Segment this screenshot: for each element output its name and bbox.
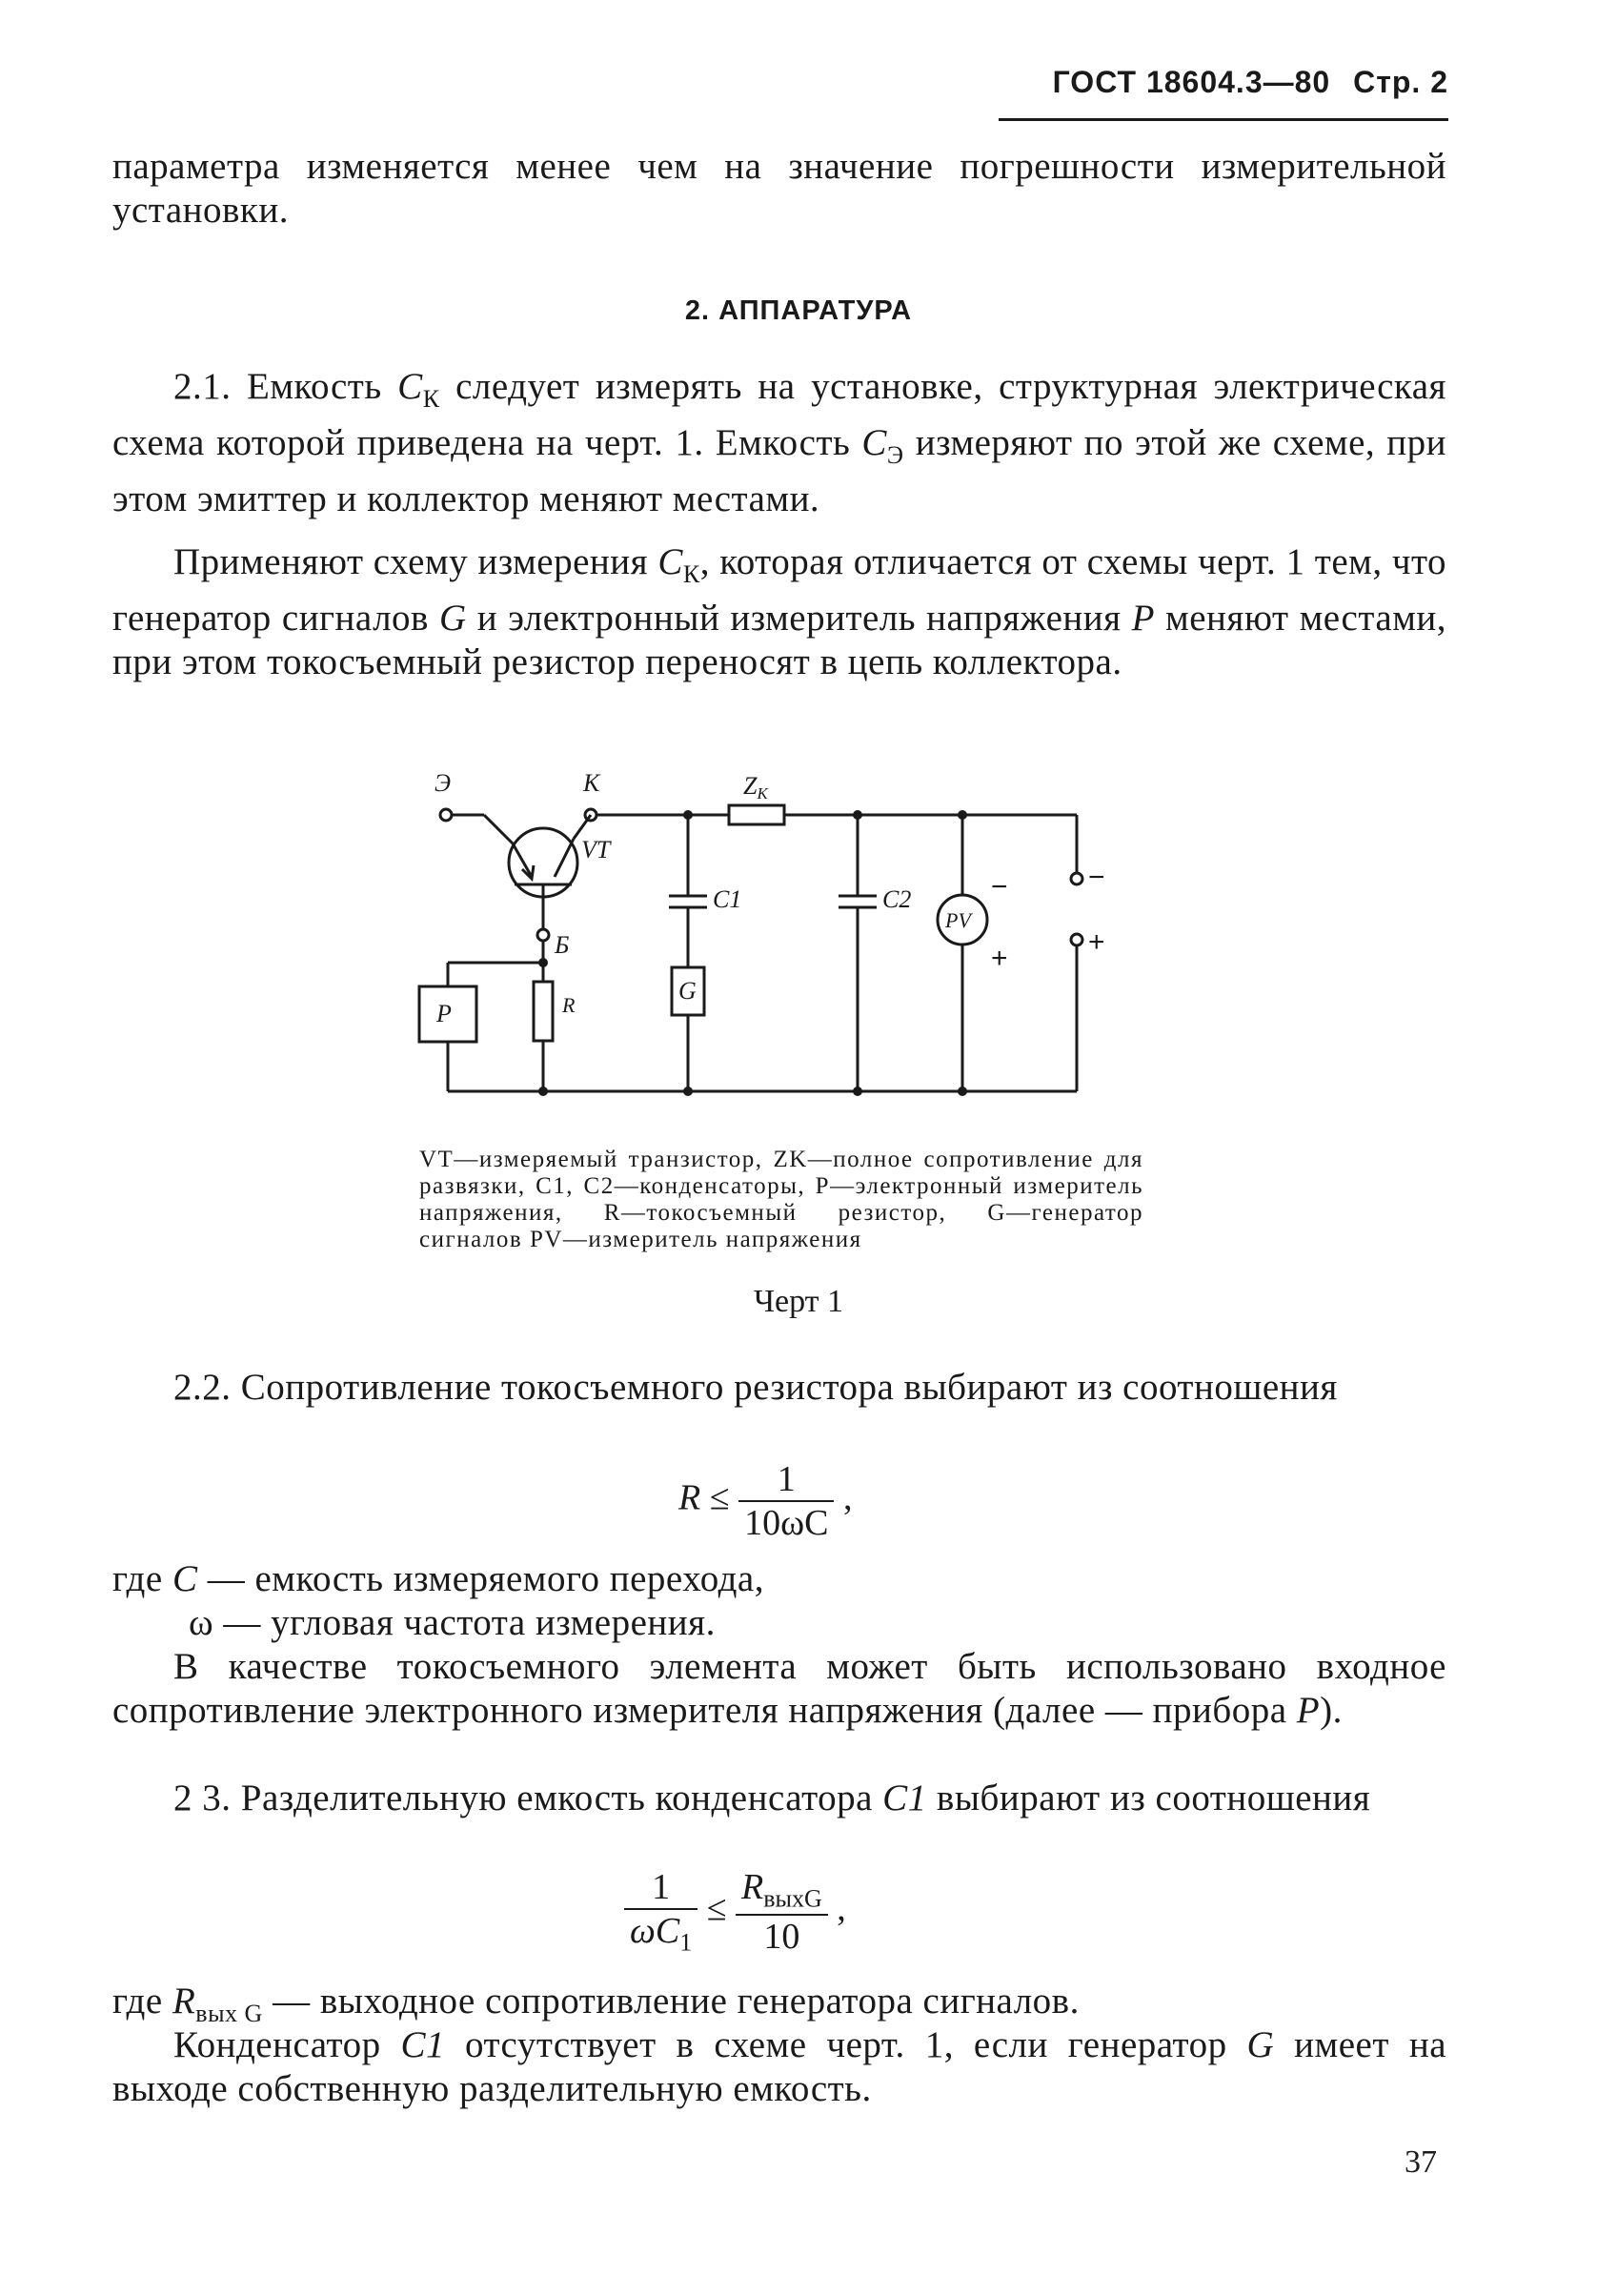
paragraph-2-1 (112, 365, 1446, 521)
label-terminal-minus: − (1088, 862, 1105, 893)
paragraph-where-omega: ω — угловая частота измерения. (189, 1602, 716, 1643)
label-meter-plus: + (991, 943, 1008, 974)
paragraph-where-c (112, 1557, 1446, 1601)
emitter-terminal (440, 809, 452, 821)
r-resistor (534, 982, 553, 1041)
label-zk: ZК (743, 772, 768, 803)
text-run: и электронный измеритель напряжения (476, 597, 1122, 639)
text-run: меняют местами, при этом токосъемный резистор переносят в цепь коллектора. (112, 597, 1446, 682)
text-run: где (112, 1558, 163, 1599)
symbol-sub: вых G (195, 1999, 263, 2027)
label-terminal-plus: + (1088, 926, 1105, 958)
label-g: G (678, 977, 697, 1005)
symbol-g: G (1246, 2024, 1275, 2065)
standard-code: ГОСТ 18604.3—80 (1052, 65, 1331, 99)
text-run: выбирают из соотношения (936, 1778, 1371, 1819)
figure-title: Черт 1 (753, 1284, 844, 1319)
label-emitter: Э (435, 769, 452, 797)
text-run: , которая отличается от схемы черт. 1 тем, что генератор сигналов (112, 541, 1446, 639)
label-vt: VT (581, 836, 611, 864)
page-header (999, 65, 1448, 121)
section-heading: 2. АППАРАТУРА (684, 295, 913, 326)
paragraph-2-3 (112, 1777, 1446, 1820)
plus-terminal (1071, 934, 1082, 945)
formula-fraction (738, 1458, 834, 1544)
formula-r-limit (678, 1458, 852, 1544)
text-run: Применяют схему измерения (173, 541, 649, 582)
symbol-sub: К (682, 559, 700, 588)
formula-c1-limit (624, 1866, 846, 1958)
symbol-p: P (1296, 1690, 1321, 1731)
text-run: имеет на выходе собственную разделительную емкость. (112, 2024, 1447, 2109)
symbol-r: R (172, 1981, 196, 2022)
label-r: R (562, 993, 576, 1017)
formula-left-fraction (624, 1866, 697, 1958)
formula-numerator: $R_{выхG}$ (736, 1866, 828, 1916)
minus-terminal (1071, 873, 1082, 884)
label-collector: К (583, 769, 600, 797)
symbol-c: C (172, 1558, 198, 1599)
text-run: В качестве токосъемного элемента может быть использовано входное сопротивление электронного измерителя напряжения (далее — прибора (112, 1646, 1446, 1731)
label-base: Б (555, 931, 570, 959)
paragraph-intro: параметра изменяется менее чем на значение погрешности измерительной установки. (112, 146, 1446, 231)
text-run: 2.1. Емкость (173, 366, 382, 407)
label-meter-minus: − (991, 871, 1008, 903)
symbol-c1: C1 (400, 2024, 446, 2065)
label-c2: C2 (882, 885, 912, 913)
formula-lhs: R (678, 1477, 701, 1518)
formula-punct: , (837, 1888, 846, 1929)
circuit-diagram (410, 762, 1134, 1125)
formula-punct: , (842, 1477, 853, 1518)
label-p: P (436, 1000, 452, 1027)
page-number: 37 (1405, 2144, 1437, 2180)
formula-right-fraction (736, 1866, 828, 1958)
paragraph-condenser (112, 2023, 1446, 2111)
text-run: ). (1320, 1690, 1343, 1731)
symbol-c1: C1 (882, 1778, 927, 1819)
formula-denominator: $\omega C_1$ (630, 1911, 693, 1957)
text-run: следует измерять на установке, структурная электрическая схема которой приведена на черт. 1. Емкость (112, 366, 1446, 463)
symbol-c: C (861, 421, 887, 463)
formula-relation: ≤ (709, 1477, 730, 1518)
formula-denominator: 10 (763, 1916, 800, 1957)
paragraph-element (112, 1645, 1446, 1733)
page-label: Стр. 2 (1353, 65, 1448, 99)
formula-numerator: 1 (738, 1458, 834, 1502)
symbol-g: G (439, 597, 467, 639)
symbol-c: C (397, 366, 423, 407)
formula-denominator: 10ωC (744, 1503, 829, 1543)
text-run: где (112, 1981, 163, 2022)
figure-caption: VT—измеряемый транзистор, ZK—полное сопротивление для развязки, C1, C2—конденсаторы, P—электронный измеритель напряжения, R—токосъемный резистор, G—генератор сигналов PV—измеритель напряжения (419, 1147, 1143, 1252)
base-terminal (537, 929, 549, 941)
text-run: 2 3. Разделительную емкость конденсатора (173, 1778, 873, 1819)
symbol-c: C (657, 541, 683, 582)
label-c1: C1 (713, 885, 742, 913)
zk-resistor (729, 805, 784, 824)
symbol-sub: Э (886, 440, 904, 469)
text-run: — выходное сопротивление генератора сигналов. (273, 1981, 1080, 2022)
text-run: отсутствует в схеме черт. 1, если генератор (465, 2024, 1227, 2065)
formula-numerator: 1 (624, 1866, 697, 1910)
paragraph-2-1-b (112, 540, 1446, 684)
symbol-p: P (1131, 597, 1155, 639)
formula-relation: ≤ (706, 1888, 727, 1929)
symbol-sub: К (422, 384, 440, 413)
paragraph-2-2: 2.2. Сопротивление токосъемного резистора выбирают из соотношения (173, 1367, 1338, 1408)
text-run: — емкость измеряемого перехода, (207, 1558, 764, 1599)
text-run: измеряют по этой же схеме, при этом эмиттер и коллектор меняют местами. (112, 421, 1447, 519)
text-run: Конденсатор (173, 2024, 381, 2065)
label-pv: PV (945, 908, 971, 932)
